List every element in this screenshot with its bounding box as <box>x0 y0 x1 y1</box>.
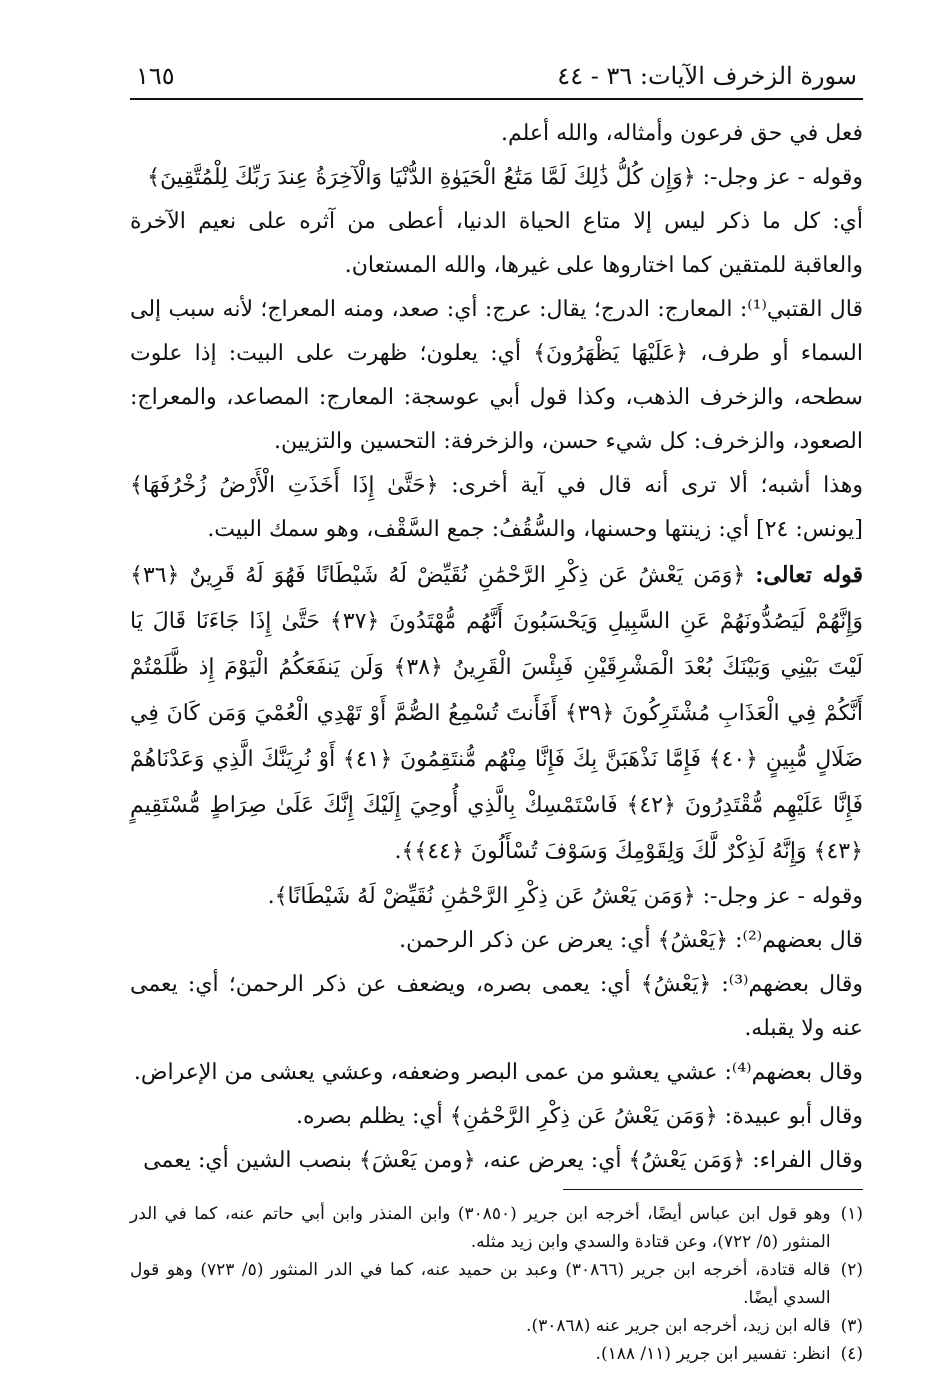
footnote <box>130 1312 863 1340</box>
footnote <box>130 1256 863 1312</box>
verse-text: ﴿وَمَن يَعْشُ عَن ذِكْرِ الرَّحْمَٰنِ نُقَيِّضْ لَهُ شَيْطَانًا فَهُوَ لَهُ قَرِينٌ ﴿٣٦﴾ وَإِنَّهُمْ لَيَصُدُّونَهُمْ عَنِ السَّبِيلِ وَيَحْسَبُونَ أَنَّهُم مُّهْتَدُونَ ﴿٣٧﴾ حَتَّىٰ إِذَا جَاءَنَا قَالَ يَا لَيْتَ بَيْنِي وَبَيْنَكَ بُعْدَ الْمَشْرِقَيْنِ فَبِئْسَ الْقَرِينُ ﴿٣٨﴾ وَلَن يَنفَعَكُمُ الْيَوْمَ إِذ ظَّلَمْتُمْ أَنَّكُمْ فِي الْعَذَابِ مُشْتَرِكُونَ ﴿٣٩﴾ أَفَأَنتَ تُسْمِعُ الصُّمَّ أَوْ تَهْدِي الْعُمْيَ وَمَن كَانَ فِي ضَلَالٍ مُّبِينٍ ﴿٤٠﴾ فَإِمَّا نَذْهَبَنَّ بِكَ فَإِنَّا مِنْهُم مُّنتَقِمُونَ ﴿٤١﴾ أَوْ نُرِيَنَّكَ الَّذِي وَعَدْنَاهُمْ فَإِنَّا عَلَيْهِم مُّقْتَدِرُونَ ﴿٤٢﴾ فَاسْتَمْسِكْ بِالَّذِي أُوحِيَ إِلَيْكَ إِنَّكَ عَلَىٰ صِرَاطٍ مُّسْتَقِيمٍ ﴿٤٣﴾ وَإِنَّهُ لَذِكْرٌ لَّكَ وَلِقَوْمِكَ وَسَوْفَ تُسْأَلُونَ ﴿٤٤﴾﴾. <box>130 563 863 864</box>
paragraph: وقال بعضهم⁽⁴⁾: عشي يعشو من عمى البصر وضعفه، وعشي يعشى من الإعراض. <box>133 1060 863 1085</box>
quran-verses-block <box>130 552 863 875</box>
verse-label: قوله تعالى: <box>755 562 864 588</box>
running-header <box>130 62 863 90</box>
footnotes <box>130 1200 863 1368</box>
paragraph: فعل في حق فرعون وأمثاله، والله أعلم. <box>501 121 863 146</box>
paragraph: وقوله - عز وجل-: ﴿وَإِن كُلُّ ذَٰلِكَ لَمَّا مَتَٰعُ الْحَيَوٰةِ الدُّنْيَا وَالْآخِرَةُ عِندَ رَبِّكَ لِلْمُتَّقِينَ﴾ <box>147 165 863 190</box>
running-title: سورة الزخرف الآيات: ٣٦ - ٤٤ <box>557 62 857 90</box>
footnote-number: (٤) <box>840 1344 863 1364</box>
footnote-number: (٢) <box>840 1260 863 1280</box>
paragraph: قال القتبي⁽¹⁾: المعارج: الدرج؛ يقال: عرج: أي: صعد، ومنه المعراج؛ لأنه سبب إلى السماء أو طرف، ﴿عَلَيْهَا يَظْهَرُونَ﴾ أي: يعلون؛ ظهرت على البيت: إذا علوت سطحه، والزخرف الذهب، وكذا قول أبي عوسجة: المعارج: المصاعد، والمعراج: الصعود، والزخرف: كل شيء حسن، والزخرفة: التحسين والتزيين. <box>130 297 863 454</box>
paragraph: وقوله - عز وجل-: ﴿وَمَن يَعْشُ عَن ذِكْرِ الرَّحْمَٰنِ نُقَيِّضْ لَهُ شَيْطَانًا﴾. <box>267 884 863 909</box>
footnote-text: وهو قول ابن عباس أيضًا، أخرجه ابن جرير (٣٠٨٥٠) وابن المنذر وابن أبي حاتم عنه، كما في الدر المنثور (٥/ ٧٢٢)، وعن قتادة والسدي وابن زيد مثله. <box>130 1204 831 1252</box>
footnote-text: قاله ابن زيد، أخرجه ابن جرير عنه (٣٠٨٦٨). <box>526 1316 831 1336</box>
paragraph: أي: كل ما ذكر ليس إلا متاع الحياة الدنيا، أعطى من آثره على نعيم الآخرة والعاقبة للمتقين كما اختاروها على غيرها، والله المستعان. <box>130 209 863 278</box>
paragraph: وقال الفراء: ﴿وَمَن يَعْشُ﴾ أي: يعرض عنه، ﴿ومن يَعْشَ﴾ بنصب الشين أي: يعمى <box>143 1148 863 1173</box>
page-number: ١٦٥ <box>136 62 175 90</box>
footnote-number: (١) <box>840 1204 863 1224</box>
paragraph: وقال بعضهم⁽³⁾: ﴿يَعْشُ﴾ أي: يعمى بصره، ويضعف عن ذكر الرحمن؛ أي: يعمى عنه ولا يقبله. <box>130 972 864 1041</box>
footnote-separator <box>563 1189 863 1190</box>
footnote-text: انظر: تفسير ابن جرير (١١/ ١٨٨). <box>595 1344 831 1364</box>
header-rule <box>130 98 863 100</box>
paragraph: وقال أبو عبيدة: ﴿وَمَن يَعْشُ عَن ذِكْرِ الرَّحْمَٰنِ﴾ أي: يظلم بصره. <box>296 1104 863 1129</box>
footnote <box>130 1200 863 1256</box>
footnote-text: قاله قتادة، أخرجه ابن جرير (٣٠٨٦٦) وعبد بن حميد عنه، كما في الدر المنثور (٥/ ٧٢٣) وهو قول السدي أيضًا. <box>130 1260 831 1308</box>
paragraph: وهذا أشبه؛ ألا ترى أنه قال في آية أخرى: ﴿حَتَّىٰ إِذَا أَخَذَتِ الْأَرْضُ زُخْرُفَهَا﴾ [يونس: ٢٤] أي: زينتها وحسنها، والسُّقُفُ: جمع السَّقْف، وهو سمك البيت. <box>130 473 863 542</box>
footnote <box>130 1340 863 1368</box>
main-text <box>130 112 863 1183</box>
footnote-number: (٣) <box>840 1316 863 1336</box>
paragraph: قال بعضهم⁽²⁾: ﴿يَعْشُ﴾ أي: يعرض عن ذكر الرحمن. <box>399 928 863 953</box>
